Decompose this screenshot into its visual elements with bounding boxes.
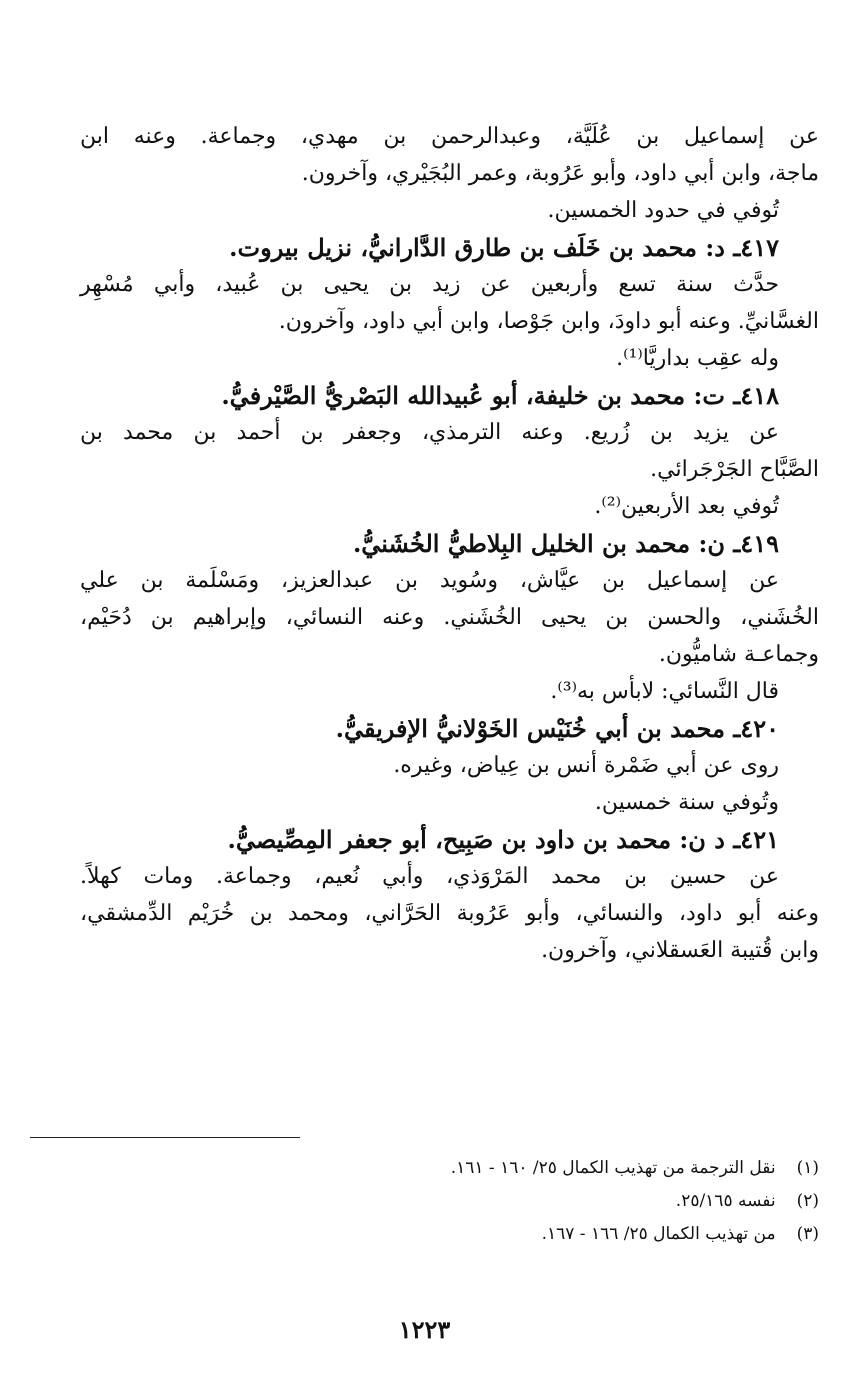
text-line: ماجة، وابن أبي داود، وأبو عَرُوبة، وعمر البُجَيْري، وآخرون. — [301, 161, 819, 186]
footnote-text: نفسه ٢٥/١٦٥. — [675, 1191, 776, 1211]
text-line: وله عقِب بداريَّا⁽¹⁾. — [616, 346, 779, 371]
text-line: قال النَّسائي: لابأس به⁽³⁾. — [550, 679, 779, 704]
text-line: وابن قُتيبة العَسقلاني، وآخرون. — [541, 938, 819, 963]
main-text — [80, 118, 819, 969]
footnote-number: (٢) — [796, 1191, 819, 1211]
footnote-divider — [30, 1137, 300, 1138]
text-line: الصَّبَّاح الجَرْجَرائي. — [650, 457, 819, 482]
text-line: عن إسماعيل بن عُلَيَّة، وعبدالرحمن بن مهدي، وجماعة. وعنه ابن — [80, 124, 819, 149]
entry-heading-419: ٤١٩ـ ن: محمد بن الخليل البِلاطيُّ الخُشَنيُّ. — [352, 529, 779, 558]
text-line: الغسَّانيِّ. وعنه أبو داودَ، وابن جَوْصا، وابن أبي داود، وآخرون. — [278, 309, 819, 334]
text-line: عن يزيد بن زُريع. وعنه الترمذي، وجعفر بن أحمد بن محمد بن — [80, 420, 779, 445]
text-line: تُوفي في حدود الخمسين. — [547, 198, 779, 223]
text-line: وجماعـة شاميُّون. — [658, 642, 819, 667]
footnotes — [200, 1152, 819, 1251]
entry-heading-418: ٤١٨ـ ت: محمد بن خليفة، أبو عُبيدالله البَصْريُّ الصَّيْرفيُّ. — [221, 381, 779, 410]
footnote — [200, 1185, 819, 1218]
footnote-text: من تهذيب الكمال ٢٥/ ١٦٦ - ١٦٧. — [541, 1224, 776, 1244]
text-line: عن حسين بن محمد المَرْوَذي، وأبي نُعيم، وجماعة. ومات كهلاً. — [80, 864, 779, 889]
text-line: وتُوفي سنة خمسين. — [594, 790, 779, 815]
footnote-text: نقل الترجمة من تهذيب الكمال ٢٥/ ١٦٠ - ١٦١. — [450, 1158, 776, 1178]
text-line: روى عن أبي ضَمْرة أنس بن عِياض، وغيره. — [393, 753, 779, 778]
entry-heading-420: ٤٢٠ـ محمد بن أبي خُنَيْس الخَوْلانيُّ الإفريقيُّ. — [335, 714, 779, 743]
text-line: وعنه أبو داود، والنسائي، وأبو عَرُوبة الحَرَّاني، ومحمد بن خُرَيْم الدِّمشقي، — [80, 901, 819, 926]
footnote — [200, 1218, 819, 1251]
text-line: الخُشَني، والحسن بن يحيى الخُشَني. وعنه النسائي، وإبراهيم بن دُحَيْم، — [80, 605, 819, 630]
entry-heading-417: ٤١٧ـ د: محمد بن خَلَف بن طارق الدَّارانيُّ، نزيل بيروت. — [229, 233, 779, 262]
entry-heading-421: ٤٢١ـ د ن: محمد بن داود بن صَبِيح، أبو جعفر المِصِّيصيُّ. — [227, 825, 779, 854]
text-line: عن إسماعيل بن عيَّاش، وسُويد بن عبدالعزيز، ومَسْلَمة بن علي — [80, 568, 779, 593]
footnote-number: (١) — [796, 1158, 819, 1178]
footnote — [200, 1152, 819, 1185]
page-number: ١٢٢٣ — [398, 1315, 451, 1344]
footnote-number: (٣) — [796, 1224, 819, 1244]
text-line: حدَّث سنة تسع وأربعين عن زيد بن يحيى بن عُبيد، وأبي مُسْهِر — [80, 272, 779, 297]
text-line: تُوفي بعد الأربعين⁽²⁾. — [594, 494, 779, 519]
